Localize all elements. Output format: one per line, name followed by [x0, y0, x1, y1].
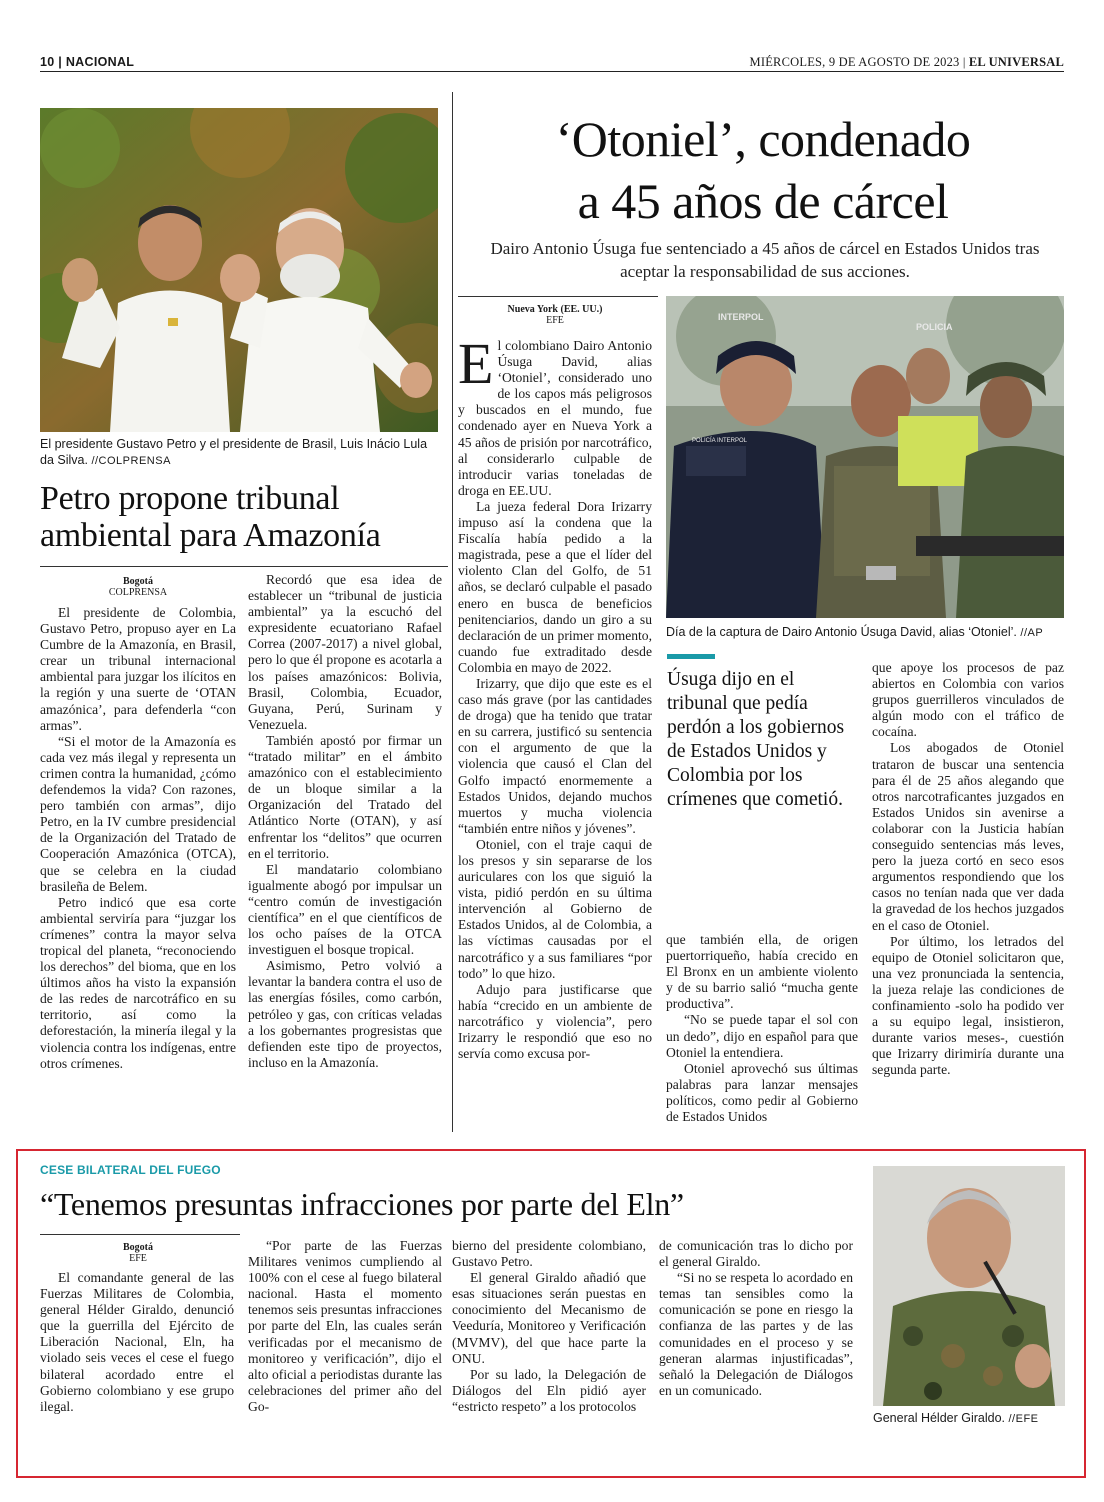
lead-paragraph	[458, 331, 652, 499]
paragraph: que apoye los procesos de paz abiertos en Colombia con varios grupos guerrilleros vinculados de algún modo con el tráfico de cocaína.	[872, 660, 1064, 740]
pull-quote: Úsuga dijo en el tribunal que pedía perdón a los gobiernos de Estados Unidos y Colombia por los crímenes que cometió.	[667, 669, 845, 810]
paragraph: El presidente de Colombia, Gustavo Petro, propuso ayer en La Cumbre de la Amazonía, en Brasil, crear un tribunal internacional ambiental para juzgar los ilícitos en la región y una suerte de ‘OTAN amazónica’, para defenderla “con armas”.	[40, 605, 236, 733]
paragraph: Petro indicó que esa corte ambiental serviría para “juzgar los crímenes” contra la mayor selva tropical del planeta, “reconociendo los derechos” del bioma, que en los últimos años ha visto la expansión de las redes de narcotráfico en su territorio, así como la deforestación, la minería ilegal y la violencia contra los indígenas, entre otros crímenes.	[40, 894, 236, 1071]
paragraph: Irizarry, que dijo que este es el caso más grave (por las cantidades de droga) que ha tenido que tratar en su carrera, justificó su sentencia con el argumento de que la violencia que causó el Clan del Golfo impactó enormemente a Estados Unidos, dejando muchos muertos y mucha violencia “también entre niños y jóvenes”.	[458, 675, 652, 836]
paragraph: “No se puede tapar el sol con un dedo”, dijo en español para que Otoniel la entendiera.	[666, 1012, 858, 1060]
giraldo-photo	[873, 1166, 1065, 1406]
eln-headline: “Tenemos presuntas infracciones por parte del Eln”	[40, 1186, 684, 1222]
pull-quote-bar	[667, 654, 715, 659]
giraldo-illustration	[873, 1166, 1065, 1406]
otoniel-capture-illustration	[666, 296, 1064, 618]
photo-credit: //EFE	[1008, 1413, 1039, 1425]
otoniel-photo-caption	[666, 624, 1066, 641]
petro-dateline	[40, 576, 236, 598]
photo-credit: //AP	[1020, 627, 1044, 639]
paragraph: La jueza federal Dora Irizarry impuso así la condena que la Fiscalía había pedido a la magistrada, pese a que el líder del violento Clan del Golfo, de 51 años, se declaró culpable el pasado enero en busca de beneficios penitenciarios, dando un giro a su declaración de un primer momento, cuando fue extraditado desde Colombia en mayo de 2022.	[458, 498, 652, 675]
paragraph: que también ella, de origen puertorriqueño, había crecido en El Bronx en un ambiente violento y de su barrio salió “mucha gente productiva”.	[666, 932, 858, 1012]
eln-column-3	[452, 1238, 646, 1415]
caption-text: El presidente Gustavo Petro y el presidente de Brasil, Luis Inácio Lula da Silva.	[40, 437, 428, 467]
dateline-agency: COLPRENSA	[108, 587, 168, 598]
paragraph: Asimismo, Petro volvió a levantar la bandera contra el uso de las energías fósiles, como carbón, petróleo y gas, con críticas veladas a los gobernantes progresistas que defienden este tipo de proyectos, incluso en la Amazonía.	[248, 958, 442, 1070]
paragraph: Recordó que esa idea de establecer un “tribunal de justicia ambiental” ya la escuchó del expresidente ecuatoriano Rafael Correa (2007-2017) a nivel global, pero lo que él propone es acotarla a los países amazónicos: Bolivia, Brasil, Colombia, Ecuador, Guyana, Perú, Surinam y Venezuela.	[248, 572, 442, 732]
petro-lula-illustration	[40, 108, 438, 432]
lead-text: l colombiano Dairo Antonio Úsuga David, alias ‘Otoniel’, considerado uno de los capos más peligrosos y buscados en el mundo, fue condenado ayer en Nueva York a 45 años de prisión por narcotráfico, al considerarlo culpable de introducir varias toneladas de droga en EE.UU.	[458, 338, 652, 498]
paragraph: “Si el motor de la Amazonía es cada vez más ilegal y representa un crimen contra la humanidad, ¿cómo defendemos la vida? Con razones, pero también con armas”, dijo Petro, en la IV cumbre presidencial de la Organización del Tratado de Cooperación Amazónica (OTCA), que se celebra en la ciudad brasileña de Belem.	[40, 733, 236, 894]
dateline-city: Nueva York (EE. UU.)	[507, 304, 603, 315]
headline-line-2: a 45 años de cárcel	[577, 173, 949, 229]
paragraph: También apostó por firmar un “tratado militar” en el ámbito amazónico con el establecimiento de un bloque similar a la Organización del Tratado del Atlántico Norte (OTAN), y así enfrentar los “delitos” que ocurren en el territorio.	[248, 732, 442, 861]
issue-date: MIÉRCOLES, 9 DE AGOSTO DE 2023 |	[749, 55, 966, 69]
otoniel-capture-photo	[666, 296, 1064, 618]
otoniel-headline	[462, 108, 1064, 232]
paragraph: Otoniel, con el traje caqui de los presos y sin separarse de los auriculares con los que siguió la vista, pidió perdón en su última intervención al Gobierno de Estados Unidos, al de Colombia, a las víctimas causadas por el narcotráfico y a sus familiares “por todo” lo que hizo.	[458, 836, 652, 981]
header-rule	[40, 71, 1064, 72]
dateline-city: Bogotá	[123, 576, 153, 587]
newspaper-name: EL UNIVERSAL	[968, 55, 1064, 69]
paragraph: El comandante general de las Fuerzas Militares de Colombia, general Hélder Giraldo, denunció que la guerrilla del Ejército de Liberación Nacional, Eln, ha violado seis veces el cese el fuego bilateral acordado entre el Gobierno colombiano y ese grupo ilegal.	[40, 1270, 234, 1414]
masthead-date	[750, 55, 1064, 70]
paragraph: “Por parte de las Fuerzas Militares venimos cumpliendo al 100% con el cese al fuego bilateral nacional. Hasta el momento tenemos seis presuntas infracciones por parte del Eln, las cuales serán verificadas por el mecanismo de monitoreo y verificación”, dijo el alto oficial a periodistas durante las celebraciones del primer año del Go-	[248, 1238, 442, 1414]
paragraph: Adujo para justificarse que había “crecido en un ambiente de narcotráfico y violencia”, pero Irizarry le respondió que eso no servía como excusa por-	[458, 981, 652, 1062]
petro-photo-caption	[40, 436, 440, 469]
otoniel-column-3	[872, 660, 1064, 1078]
caption-text: General Hélder Giraldo.	[873, 1411, 1006, 1425]
otoniel-dateline	[458, 304, 652, 326]
giraldo-photo-caption	[873, 1410, 1073, 1427]
dateline-agency: EFE	[129, 1253, 147, 1264]
policia-cap-label: POLICIA	[916, 322, 953, 332]
otoniel-subhead: Dairo Antonio Úsuga fue sentenciado a 45 años de cárcel en Estados Unidos tras aceptar la responsabilidad de sus acciones.	[490, 239, 1040, 281]
petro-lula-photo	[40, 108, 438, 432]
vest-label: POLICÍA INTERPOL	[692, 438, 748, 444]
eln-column-1	[40, 1270, 234, 1415]
petro-headline: Petro propone tribunal ambiental para Amazonía	[40, 480, 381, 554]
interpol-cap-label: INTERPOL	[718, 312, 764, 322]
paragraph: El mandatario colombiano igualmente abogó por impulsar un “centro común de investigación científica” en el que científicos de los ocho países de la OTCA investiguen el bosque tropical.	[248, 861, 442, 958]
main-article-rule	[458, 296, 658, 297]
photo-credit: //COLPRENSA	[91, 455, 171, 467]
drop-cap: E	[458, 331, 494, 396]
paragraph: bierno del presidente colombiano, Gustavo Petro.	[452, 1238, 646, 1270]
eln-column-2	[248, 1238, 442, 1415]
headline-line-1: ‘Otoniel’, condenado	[555, 111, 971, 167]
paragraph: Los abogados de Otoniel trataron de buscar una sentencia para él de 25 años alegando que otros narcotraficantes juzgados en Estados Unidos sin avenirse a colaborar con la Justicia habían conseguido sentencias más leves, pero la jueza cortó en seco esos argumentos respondiendo que los casos no tenían nada que ver dada la gravedad de los hechos juzgados en el caso de Otoniel.	[872, 740, 1064, 933]
paragraph: “Si no se respeta lo acordado en temas tan sensibles como la comunicación se pone en riesgo la confianza de las partes y de las comunidades en el proceso y se generan alarmas injustificadas”, señaló la Delegación de Diálogos en un comunicado.	[659, 1270, 853, 1398]
column-divider	[452, 92, 453, 1132]
paragraph: El general Giraldo añadió que esas situaciones serán puestas en conocimiento del Mecanismo de Veeduría, Monitoreo y Verificación (MVMV), del que hace parte la ONU.	[452, 1270, 646, 1366]
caption-text: Día de la captura de Dairo Antonio Úsuga David, alias ‘Otoniel’.	[666, 625, 1017, 639]
eln-column-4	[659, 1238, 853, 1399]
left-article-rule	[40, 566, 448, 567]
paragraph: Por último, los letrados del equipo de Otoniel solicitaron que, una vez pronunciada la sentencia, la jueza relaje las condiciones de confinamiento -solo ha podido ver a su equipo legal, insistieron, durante varios meses-, cuestión que Irizarry dirimiría durante una segunda parte.	[872, 933, 1064, 1078]
paragraph: de comunicación tras lo dicho por el general Giraldo.	[659, 1238, 853, 1270]
dateline-agency: EFE	[546, 315, 564, 326]
dateline-city: Bogotá	[123, 1242, 153, 1253]
eln-dateline	[40, 1242, 236, 1264]
eln-kicker: CESE BILATERAL DEL FUEGO	[40, 1163, 221, 1177]
paragraph: Otoniel aprovechó sus últimas palabras para lanzar mensajes políticos, como pedir al Gobierno de Estados Unidos	[666, 1060, 858, 1125]
page-section-label: 10 | NACIONAL	[40, 55, 135, 69]
petro-column-1	[40, 605, 236, 1072]
eln-rule	[40, 1234, 240, 1235]
paragraph: Por su lado, la Delegación de Diálogos del Eln pidió ayer “estricto respeto” a los protocolos	[452, 1366, 646, 1414]
otoniel-column-2	[666, 932, 858, 1125]
otoniel-column-1	[458, 331, 652, 1062]
petro-column-2	[248, 572, 442, 1071]
